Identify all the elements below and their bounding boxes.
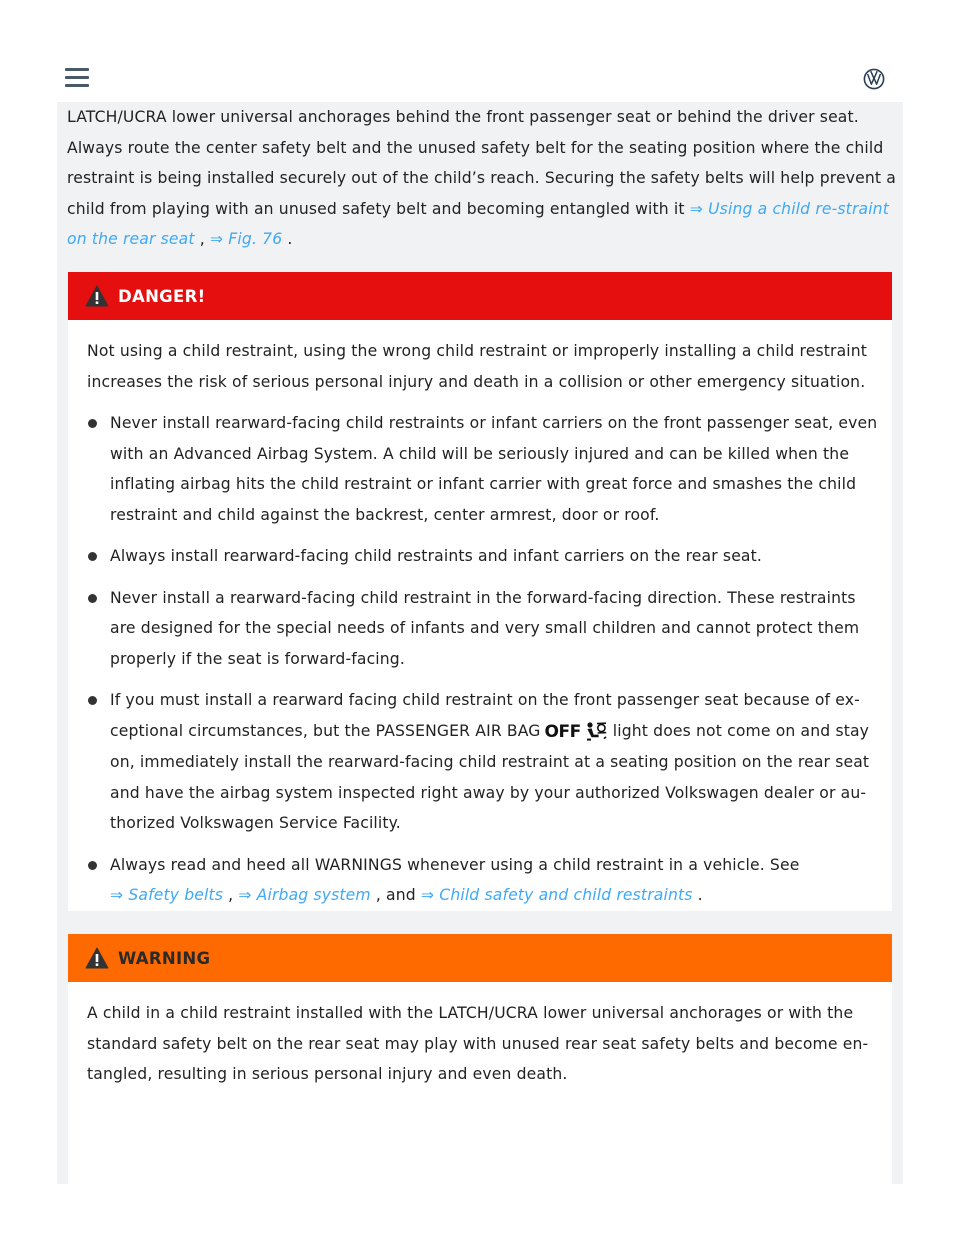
link-using-child-restraint-rear-seat[interactable]: ⇒ Using a child re-straint on the rear seat (67, 199, 889, 248)
list-item: Always install rearward-facing child restraints and infant carriers on the rear seat. (87, 541, 882, 572)
warning-body (68, 982, 892, 1090)
item4-text-pre: If you must install a rearward facing child restraint on the front passenger seat because of ex-ceptional circumstances, but the PASSENGER AIR BAG (110, 691, 860, 740)
intro-paragraph (67, 102, 897, 255)
danger-list (87, 408, 882, 911)
item4-text-post: light does not come on and stay on, immediately install the rearward-facing child restraint at a seating position on the rear seat and have the airbag system inspected right away by your authorized Volkswagen dealer or au-thorized Volkswagen Service Facility. (110, 721, 870, 832)
intro-separator: , (194, 230, 210, 248)
warning-title: WARNING (118, 948, 211, 968)
passenger-airbag-off-icon (545, 717, 607, 748)
danger-intro: Not using a child restraint, using the wrong child restraint or improperly installing a child restraint increases the risk of serious personal injury and death in a collision or other emergency situation. (87, 342, 868, 391)
item5-end: . (692, 886, 703, 904)
intro-text: LATCH/UCRA lower universal anchorages behind the front passenger seat or behind the driver seat. Always route the center safety belt and the unused safety belt for the seating position where the child restraint is being installed securely out of the child’s reach. Securing the safety belts will help prevent a child from playing with an unused safety belt and becoming entangled with it (67, 108, 896, 218)
hamburger-menu-icon[interactable] (65, 68, 89, 88)
warning-box (68, 934, 892, 1184)
page-content (57, 102, 903, 1184)
warning-triangle-icon (85, 947, 109, 969)
warning-triangle-icon (85, 285, 109, 307)
intro-end: . (282, 230, 293, 248)
warning-text: A child in a child restraint installed with the LATCH/UCRA lower universal anchorages or with the standard safety belt on the rear seat may play with unused rear seat safety belts and become en-tangled, resulting in serious personal injury and even death. (87, 1004, 869, 1083)
link-safety-belts[interactable]: ⇒ Safety belts (110, 886, 224, 904)
danger-title: DANGER! (118, 286, 206, 306)
item5-separator-and: , and (370, 886, 421, 904)
list-item: Never install a rearward-facing child restraint in the forward-facing direction. These restraints are designed for the special needs of infants and very small children and cannot protect them properly if the seat is forward-facing. (87, 583, 882, 675)
item5-separator: , (223, 886, 239, 904)
danger-body (68, 320, 892, 911)
passenger-airbag-symbol-icon (585, 722, 607, 742)
list-item (87, 685, 882, 839)
list-item: Never install rearward-facing child restraints or infant carriers on the front passenger seat, even with an Advanced Airbag System. A child will be seriously injured and can be killed when the inflating airbag hits the child restraint or infant carrier with great force and smashes the child restraint and child against the backrest, center armrest, door or roof. (87, 408, 882, 530)
off-label: OFF (544, 721, 581, 742)
link-child-safety-and-child-restraints[interactable]: ⇒ Child safety and child restraints (420, 886, 693, 904)
warning-header (68, 934, 892, 982)
danger-box (68, 272, 892, 911)
top-bar (57, 0, 903, 103)
vw-logo-icon[interactable] (863, 68, 885, 90)
link-airbag-system[interactable]: ⇒ Airbag system (238, 886, 371, 904)
link-fig-76[interactable]: ⇒ Fig. 76 (209, 230, 283, 248)
item5-text-pre: Always read and heed all WARNINGS whenever using a child restraint in a vehicle. See (110, 855, 800, 874)
list-item (87, 850, 882, 911)
danger-header (68, 272, 892, 320)
